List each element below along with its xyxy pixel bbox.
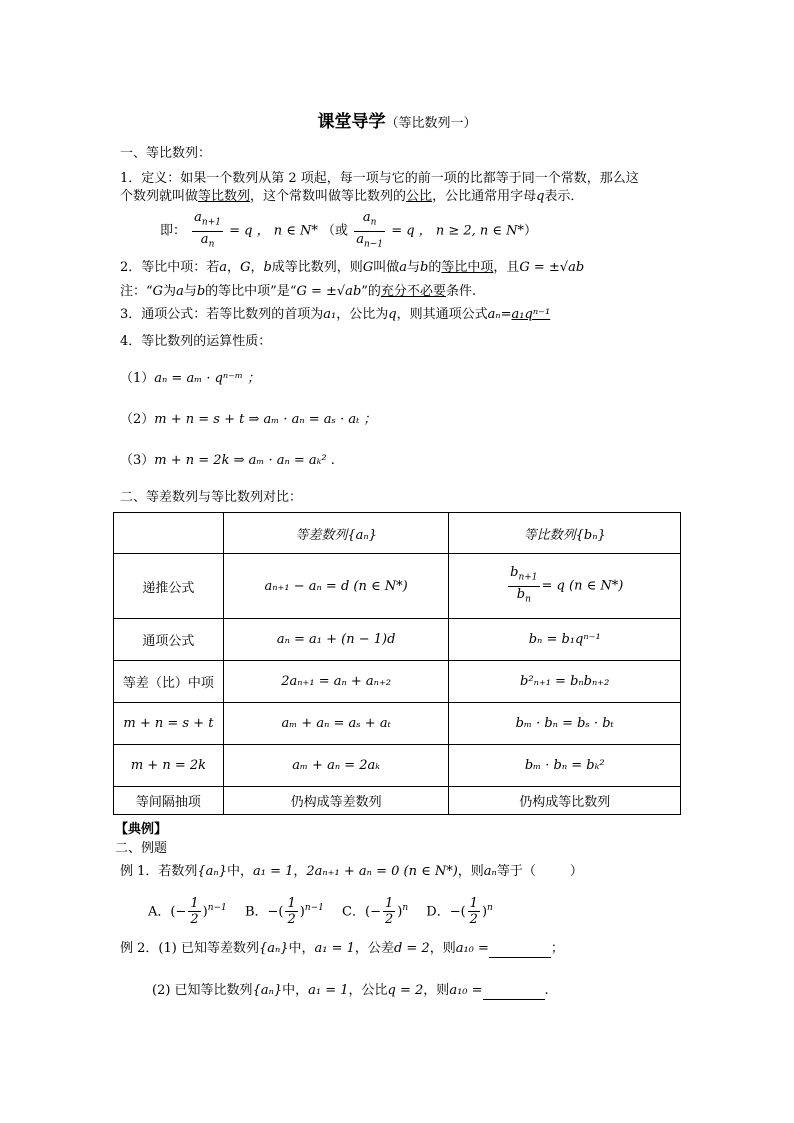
general-term-line: 3．通项公式：若等比数列的首项为a₁，公比为q，则其通项公式aₙ=a₁qⁿ⁻¹ — [120, 307, 551, 322]
table-cell — [114, 513, 224, 554]
table-header-geo: 等比数列{bₙ} — [449, 513, 681, 554]
table-cell: aₙ₊₁ − aₙ = d (n ∈ N*) — [223, 554, 449, 619]
property-2: （2）m + n = s + t ⇒ aₘ · aₙ = aₛ · aₜ ； — [120, 412, 377, 427]
table-cell: 仍构成等差数列 — [223, 787, 449, 815]
table-cell: 2aₙ₊₁ = aₙ + aₙ₊₂ — [223, 661, 449, 703]
property-3: （3）m + n = 2k ⇒ aₘ · aₙ = aₖ² . — [120, 453, 335, 468]
option-b: B．−( $\frac{1}{2}$ )$^{n-1}$ — [244, 896, 324, 928]
property-1: （1）aₙ = aₘ · qⁿ⁻ᵐ ； — [120, 371, 261, 386]
table-header-arith: 等差数列{aₙ} — [223, 513, 449, 554]
geometric-mean-line: 2．等比中项：若a，G，b成等比数列，则G叫做a与b的等比中项，且G = ±√ab — [120, 260, 585, 275]
ratio-fraction-1: $\frac{a_{n+1}}{a_n}$ — [194, 210, 221, 250]
definition-formula: 即： $\frac{a_{n+1}}{a_n}$ = q ， n ∈ N* （或 $\frac{a_n}{a_{n-1}}$ = q ， n ≥ 2, n ∈ N*） — [160, 210, 537, 252]
table-cell: aₘ + aₙ = 2aₖ — [223, 745, 449, 787]
title-main: 课堂导学 — [317, 112, 386, 132]
table-row — [114, 661, 681, 703]
table-cell: bₙ = b₁qⁿ⁻¹ — [449, 619, 681, 661]
table-cell: aₙ = a₁ + (n − 1)d — [223, 619, 449, 661]
definition-line-2: 个数列就叫做等比数列，这个常数叫做等比数列的公比，公比通常用字母q表示． — [120, 189, 584, 204]
table-cell: 仍构成等比数列 — [449, 787, 681, 815]
term-sufficient: 充分不必要 — [380, 284, 446, 299]
example-1-options — [148, 890, 507, 930]
table-cell: aₘ + aₙ = aₛ + aₜ — [223, 703, 449, 745]
general-term-answer: a₁qⁿ⁻¹ — [511, 307, 551, 322]
answer-blank-1[interactable] — [489, 945, 551, 958]
answer-blank-2[interactable] — [483, 987, 545, 1000]
table-cell: 等差（比）中项 — [114, 661, 224, 703]
table-header-row — [114, 513, 681, 554]
examples-heading: 二、例题 — [115, 841, 168, 856]
table-cell: 等间隔抽项 — [114, 787, 224, 815]
table-cell: m + n = 2k — [114, 745, 224, 787]
table-cell: m + n = s + t — [114, 703, 224, 745]
example-2-part-1: 例 2．(1) 已知等差数列{aₙ}中，a₁ = 1，公差d = 2，则a₁₀ = ； — [120, 941, 564, 956]
examples-tag: 【典例】 — [115, 822, 168, 837]
table-cell: bₘ · bₙ = bₛ · bₜ — [449, 703, 681, 745]
table-cell: b²ₙ₊₁ = bₙbₙ₊₂ — [449, 661, 681, 703]
definition-line-1: 1．定义：如果一个数列从第 2 项起，每一项与它的前一项的比都等于同一个常数，那么这 — [120, 171, 639, 186]
option-a: A．(− $\frac{1}{2}$ )$^{n-1}$ — [148, 896, 227, 928]
term-geometric-sequence: 等比数列 — [198, 189, 251, 204]
option-c: C．(− $\frac{1}{2}$ )$^n$ — [342, 896, 409, 928]
section-heading-1: 一、等比数列： — [120, 146, 212, 161]
term-geometric-mean: 等比中项 — [441, 260, 494, 275]
table-cell: bₘ · bₙ = bₖ² — [449, 745, 681, 787]
note-line: 注：“G为a与b的等比中项”是“G = ±√ab”的充分不必要条件. — [120, 284, 477, 299]
page-title — [0, 107, 794, 132]
example-2-part-2: (2) 已知等比数列{aₙ}中，a₁ = 1，公比q = 2，则a₁₀ = . — [152, 983, 549, 998]
table-row — [114, 703, 681, 745]
table-row — [114, 745, 681, 787]
term-common-ratio: 公比 — [406, 189, 433, 204]
section-heading-2: 二、等差数列与等比数列对比： — [120, 490, 303, 505]
table-row — [114, 619, 681, 661]
table-row — [114, 554, 681, 619]
ratio-fraction-2: $\frac{a_n}{a_{n-1}}$ — [356, 210, 384, 250]
properties-heading: 4．等比数列的运算性质： — [120, 334, 272, 349]
option-d: D．−( $\frac{1}{2}$ )$^n$ — [426, 896, 493, 928]
title-sub: （等比数列一） — [385, 116, 477, 131]
table-row — [114, 787, 681, 815]
comparison-table — [113, 512, 681, 815]
table-cell: $\frac{b_{n+1}}{b_n}$ = q (n ∈ N*) — [449, 554, 681, 619]
example-1: 例 1．若数列{aₙ}中，a₁ = 1，2aₙ₊₁ + aₙ = 0 (n ∈ N*)，则aₙ等于（ ） — [120, 864, 583, 879]
table-cell: 递推公式 — [114, 554, 224, 619]
table-cell: 通项公式 — [114, 619, 224, 661]
